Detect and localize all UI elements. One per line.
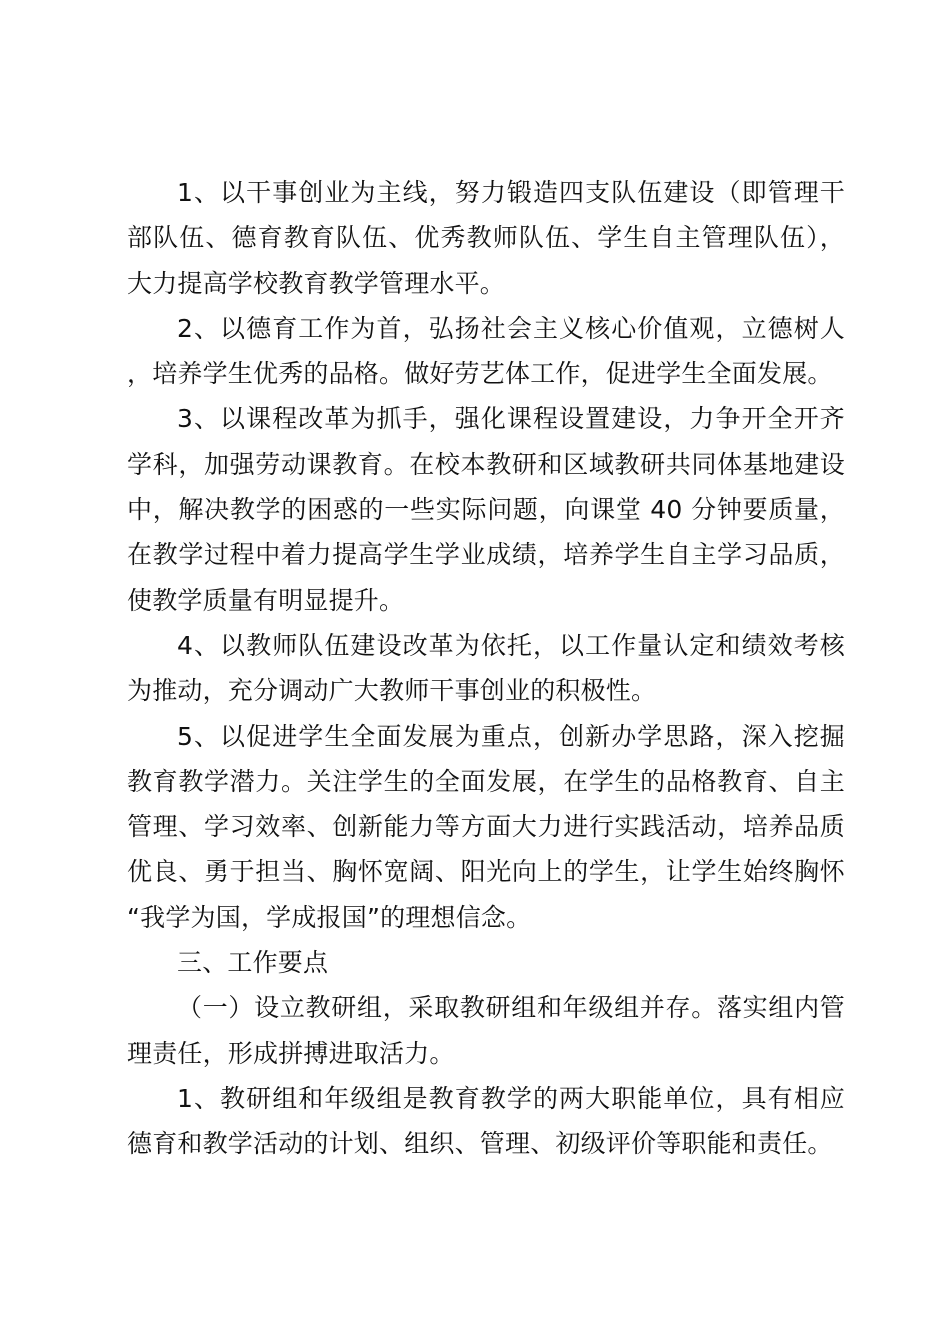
paragraph-goal-5: 5、以促进学生全面发展为重点，创新办学思路，深入挖掘教育教学潜力。关注学生的全面发展，在学生的品格教育、自主管理、学习效率、创新能力等方面大力进行实践活动，培养品质优良、勇于担当、胸怀宽阔、阳光向上的学生，让学生始终胸怀“我学为国，学成报国”的理想信念。 [127,721,845,932]
paragraph-goal-2: 2、以德育工作为首，弘扬社会主义核心价值观，立德树人，培养学生优秀的品格。做好劳艺体工作，促进学生全面发展。 [127,313,845,389]
paragraph-goal-4: 4、以教师队伍建设改革为依托，以工作量认定和绩效考核为推动，充分调动广大教师干事创业的积极性。 [127,630,845,706]
paragraph-point-1: 1、教研组和年级组是教育教学的两大职能单位，具有相应德育和教学活动的计划、组织、管理、初级评价等职能和责任。 [127,1083,845,1159]
section-heading-work-points: 三、工作要点 [177,948,329,978]
document-body [127,170,845,1167]
paragraph-goal-1: 1、以干事创业为主线，努力锻造四支队伍建设（即管理干部队伍、德育教育队伍、优秀教师队伍、学生自主管理队伍），大力提高学校教育教学管理水平。 [127,178,845,298]
subsection-heading-1: （一）设立教研组，采取教研组和年级组并存。落实组内管理责任，形成拼搏进取活力。 [127,993,845,1068]
paragraph-goal-3: 3、以课程改革为抓手，强化课程设置建设，力争开全开齐学科，加强劳动课教育。在校本教研和区域教研共同体基地建设中，解决教学的困惑的一些实际问题，向课堂 40 分钟要质量，在教学过程中着力提高学生学业成绩，培养学生自主学习品质，使教学质量有明显提升。 [127,404,845,615]
